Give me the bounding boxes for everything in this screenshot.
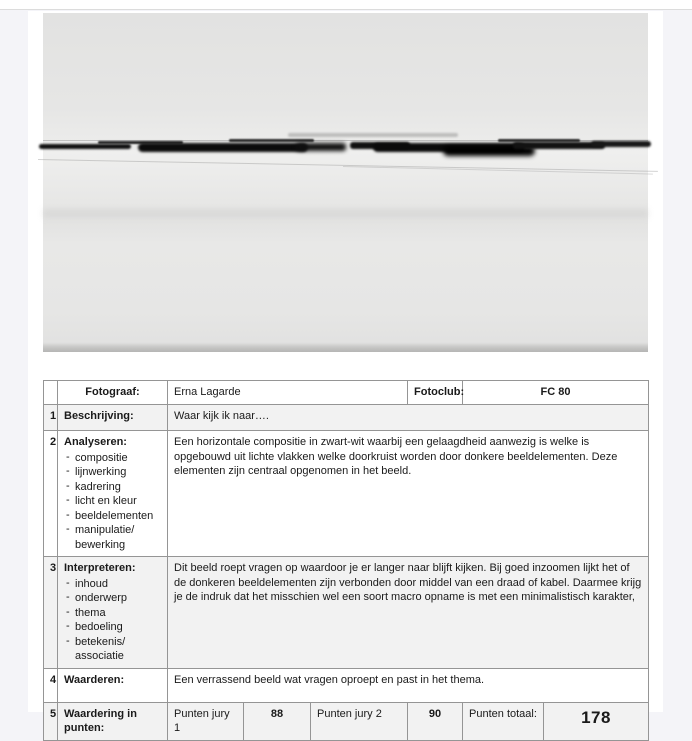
criteria-item: - thema <box>64 606 161 621</box>
analyseren-label-cell <box>58 431 168 557</box>
table-row-punten <box>44 702 649 740</box>
waardering-label: Waardering in punten: <box>58 702 168 740</box>
punten-jury2-label: Punten jury 2 <box>311 702 408 740</box>
photo-soft-band <box>43 209 648 218</box>
table-row-beschrijving <box>44 405 649 431</box>
row-number: 4 <box>44 668 58 702</box>
table-row-analyseren <box>44 431 649 557</box>
competition-photo <box>43 13 648 352</box>
top-toolbar-edge <box>0 0 692 10</box>
table-row-waarderen <box>44 668 649 702</box>
criteria-item: - kadrering <box>64 480 161 495</box>
photo-dark-bar <box>138 143 308 152</box>
analyseren-criteria-list <box>64 451 161 553</box>
waarderen-label: Waarderen: <box>58 668 168 702</box>
table-header-row <box>44 381 649 405</box>
analyseren-label: Analyseren: <box>64 436 127 448</box>
criteria-item: - lijnwerking <box>64 465 161 480</box>
punten-jury2-value: 90 <box>408 702 463 740</box>
row-number: 3 <box>44 557 58 669</box>
photo-dark-bar <box>591 141 651 147</box>
interpreteren-criteria-list <box>64 577 161 664</box>
punten-jury1-label: Punten jury 1 <box>168 702 244 740</box>
fotograaf-value: Erna Lagarde <box>168 381 408 405</box>
photo-dark-bar <box>229 139 314 142</box>
criteria-item: - betekenis/ associatie <box>64 635 161 664</box>
punten-jury1-value: 88 <box>244 702 311 740</box>
beschrijving-label: Beschrijving: <box>58 405 168 431</box>
criteria-item: - inhoud <box>64 577 161 592</box>
interpreteren-label-cell <box>58 557 168 669</box>
analyseren-content: Een horizontale compositie in zwart-wit waarbij een gelaagdheid aanwezig is welke is opgebouwd uit lichte vlakken welke doorkruist worden door donkere beeldelementen. Deze elementen zijn centraal opgenomen in het beeld. <box>168 431 649 557</box>
interpreteren-label: Interpreteren: <box>64 562 136 575</box>
row-number: 1 <box>44 405 58 431</box>
interpreteren-content: Dit beeld roept vragen op waardoor je er langer naar blijft kijken. Bij goed inzoomen lijkt het of de donkeren beeldelementen zijn verbonden door middel van een draad of kabel. Daarmee krijg je de indruk dat het misschien wel een soort macro opname is met een minimalistisch karakter, <box>168 557 649 669</box>
beschrijving-content: Waar kijk ik naar…. <box>168 405 649 431</box>
fotograaf-label: Fotograaf: <box>58 381 168 405</box>
criteria-item: - bedoeling <box>64 620 161 635</box>
criteria-item: - manipulatie/ bewerking <box>64 523 161 552</box>
criteria-item: - onderwerp <box>64 591 161 606</box>
photo-gray-streak <box>288 133 458 137</box>
fotoclub-value: FC 80 <box>463 381 649 405</box>
photo-dark-bar <box>39 144 131 149</box>
criteria-item: - compositie <box>64 451 161 466</box>
row-number: 5 <box>44 702 58 740</box>
photo-dark-bar <box>296 143 346 151</box>
row-number-cell <box>44 381 58 405</box>
jury-report-table <box>43 380 649 741</box>
row-number: 2 <box>44 431 58 557</box>
fotoclub-label: Fotoclub: <box>408 381 463 405</box>
waarderen-content: Een verrassend beeld wat vragen oproept en past in het thema. <box>168 668 649 702</box>
criteria-item: - licht en kleur <box>64 494 161 509</box>
punten-totaal-value: 178 <box>544 702 649 740</box>
punten-totaal-label: Punten totaal: <box>463 702 544 740</box>
photo-bottom-shadow <box>43 343 648 352</box>
criteria-item: - beeldelementen <box>64 509 161 524</box>
table-row-interpreteren <box>44 557 649 669</box>
